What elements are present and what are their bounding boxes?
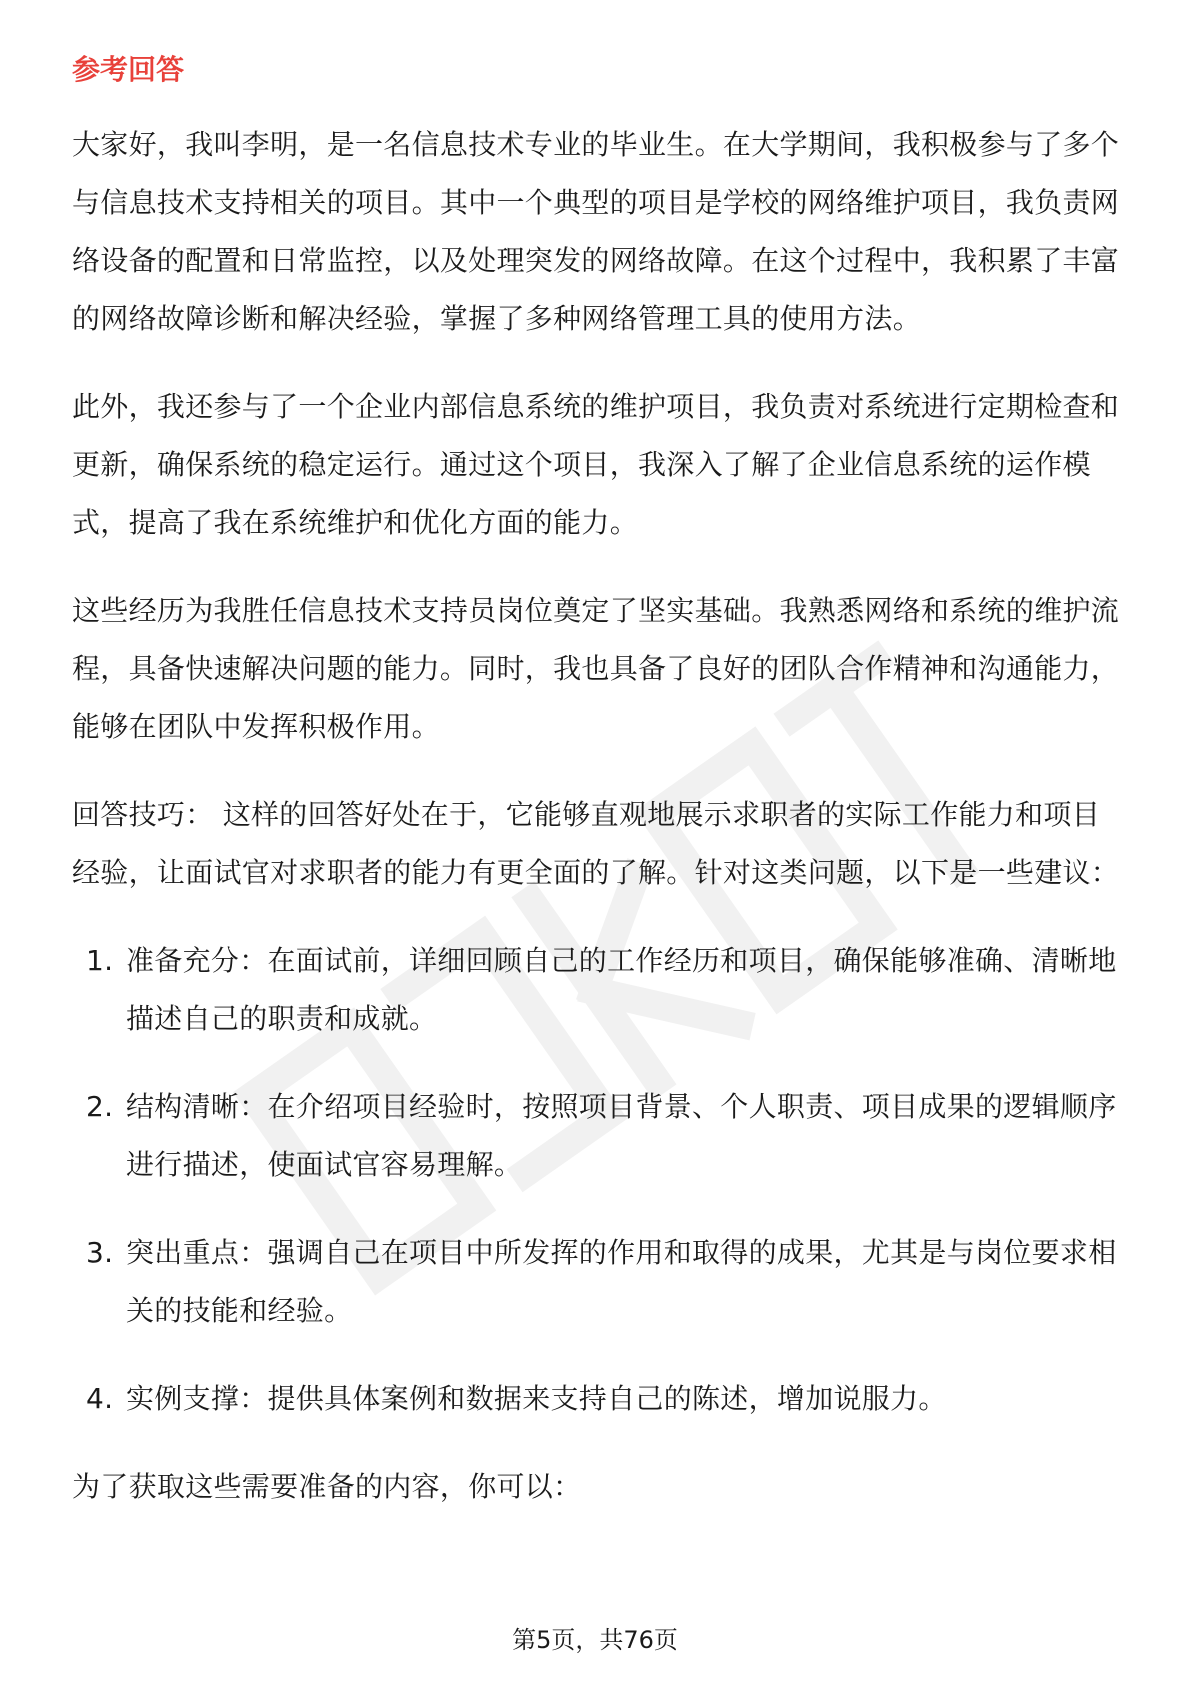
- answer-paragraph-3: 这些经历为我胜任信息技术支持员岗位奠定了坚实基础。我熟悉网络和系统的维护流程，具备快速解决问题的能力。同时，我也具备了良好的团队合作精神和沟通能力，能够在团队中发挥积极作用。: [72, 594, 1120, 743]
- tip-text: 准备充分：在面试前，详细回顾自己的工作经历和项目，确保能够准确、清晰地描述自己的职责和成就。: [126, 944, 1117, 1035]
- answer-paragraph-2: 此外，我还参与了一个企业内部信息系统的维护项目，我负责对系统进行定期检查和更新，确保系统的稳定运行。通过这个项目，我深入了解了企业信息系统的运作模式，提高了我在系统维护和优化方面的能力。: [72, 390, 1120, 539]
- tip-text: 结构清晰：在介绍项目经验时，按照项目背景、个人职责、项目成果的逻辑顺序进行描述，使面试官容易理解。: [126, 1090, 1117, 1181]
- closing-paragraph: 为了获取这些需要准备的内容，你可以：: [72, 1470, 582, 1503]
- answer-paragraph-1: 大家好，我叫李明，是一名信息技术专业的毕业生。在大学期间，我积极参与了多个与信息技术支持相关的项目。其中一个典型的项目是学校的网络维护项目，我负责网络设备的配置和日常监控，以及处理突发的网络故障。在这个过程中，我积累了丰富的网络故障诊断和解决经验，掌握了多种网络管理工具的使用方法。: [72, 128, 1120, 335]
- tip-number: 1.: [86, 944, 114, 977]
- tip-text: 实例支撑：提供具体案例和数据来支持自己的陈述，增加说服力。: [126, 1382, 947, 1415]
- page-number-footer: 第5页，共76页: [512, 1626, 678, 1654]
- answer-content: [72, 116, 1122, 1546]
- tip-item-1: [72, 932, 1122, 1048]
- tip-item-3: [72, 1224, 1122, 1340]
- tip-number: 2.: [86, 1090, 114, 1123]
- tips-list: [72, 932, 1122, 1428]
- section-heading: 参考回答: [72, 53, 185, 86]
- tip-text: 突出重点：强调自己在项目中所发挥的作用和取得的成果，尤其是与岗位要求相关的技能和经验。: [126, 1236, 1117, 1327]
- tip-number: 4.: [86, 1382, 114, 1415]
- answer-tips-intro: 回答技巧： 这样的回答好处在于，它能够直观地展示求职者的实际工作能力和项目经验，让面试官对求职者的能力有更全面的了解。针对这类问题，以下是一些建议：: [72, 798, 1120, 889]
- tip-item-2: [72, 1078, 1122, 1194]
- tip-number: 3.: [86, 1236, 114, 1269]
- tip-item-4: [72, 1370, 1122, 1428]
